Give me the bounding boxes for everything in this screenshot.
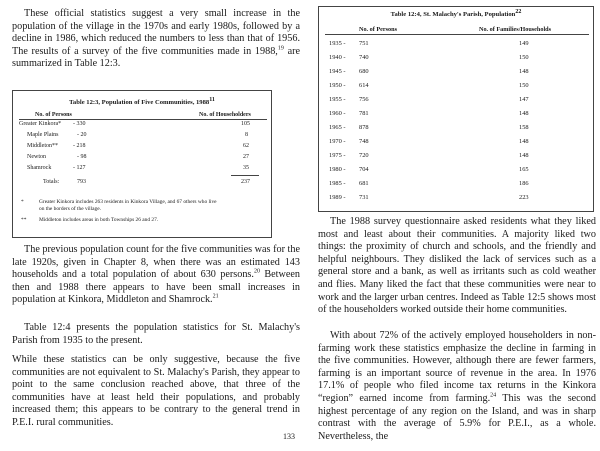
paragraph-previous-count: The previous population count for the five communities was for the late 1920s, given in Chapter 8, when there was an estimated 143 households and a total population of about 630 persons.$^{20}$ Between then and 1988 there appears to have been small increases in population at Kinkora, Middleton and Shamrock.$^{21}$	[12, 244, 300, 306]
sum-rule	[231, 175, 259, 176]
table-row: 1935 - 751 149	[329, 40, 529, 47]
table-footnote: * Greater Kinkora includes 263 residents in Kinkora Village, and 67 others who live	[21, 199, 217, 205]
header-rule	[325, 34, 589, 35]
table-row: 1975 - 720 148	[329, 152, 529, 159]
table-row: Newton - 98 27	[27, 154, 249, 160]
table-row: Maple Plains - 20 8	[27, 132, 248, 138]
column-header-householders: No. of Householders	[199, 112, 251, 118]
table-row: 1965 - 878 158	[329, 124, 529, 131]
table-row: 1940 - 740 150	[329, 54, 529, 61]
table-row: 1985 - 681 186	[329, 180, 529, 187]
paragraph-while: While these statistics can be only suggestive, because the five communities are not equivalent to St. Malachy's Parish, they appear to point to the same conclusion reached above, that three of the communities have at least held their populations, and probably increased them; this appears to be contrary to the general trend in P.E.I. rural communities.	[12, 354, 300, 428]
table-row: Shamrock - 127 35	[27, 165, 249, 171]
column-header-persons: No. of Persons	[359, 26, 397, 33]
table-row: 1955 - 756 147	[329, 96, 529, 103]
column-header-persons: No. of Persons	[35, 112, 72, 118]
paragraph-survey: The 1988 survey questionnaire asked residents what they liked most and least about their communities. A majority liked two things: the proximity of church and schools, and the friendly and helpful neighbours. They disliked the lack of services such as a general store and a bank, as well as irritants such as cold weather and flies. Many liked the fact that these communities were near to work and the larger urban centres. Indeed as Table 12:5 shows most of the householders worked outside their home communities.	[318, 216, 596, 316]
paragraph-table-12-4-intro: Table 12:4 presents the population statistics for St. Malachy's Parish from 1935 to the present.	[12, 322, 300, 346]
table-footnote: ** Middleton includes areas in both Townships 26 and 27.	[21, 217, 159, 223]
table-total-row: Totals: 793 237	[43, 179, 250, 185]
column-header-families: No. of Families/Households	[479, 26, 552, 33]
page-number: 133	[283, 432, 295, 441]
table-row: Greater Kinkora* - 330 105	[19, 121, 250, 127]
table-row: 1945 - 680 148	[329, 68, 529, 75]
table-row: 1960 - 781 148	[329, 110, 529, 117]
footnote-ref: 19	[277, 45, 284, 52]
table-row: 1970 - 748 148	[329, 138, 529, 145]
table-12-4	[318, 6, 594, 212]
table-12-3: Table 12:3, Population of Five Communities, 1988$^{11}$ No. of Persons No. of Householders Greater Kinkora* - 330 105 Maple Plains - 20 8 Middleton** - 218 62 Newton - 98 27 Shamrock - 127 35 Totals: 793 237 * Greater Kinkora includes 263 residents in Kinkora Village, and 67 others who live on the borders of the village. ** Middleton includes areas in both Townships 26 and 27.	[12, 90, 272, 238]
table-caption: Table 12:3, Population of Five Communities, 1988$^{11}$	[69, 96, 215, 106]
table-caption: Table 12:4, St. Malachy's Parish, Population$^{22}$	[390, 8, 522, 18]
table-row: Middleton** - 218 62	[27, 143, 249, 149]
table-row: 1989 - 731 223	[329, 194, 529, 201]
table-row: 1980 - 704 165	[329, 166, 529, 173]
paragraph-employed: With about 72% of the actively employed householders in non-farming work these statistics emphasize the decline in farming in the five communities. However, although there are fewer farmers, farming is an important source of revenue in the area. In 1976 17.1% of people who filed income tax returns in the Kinkora “region” earned income from farming.$^{24}$ This was the second highest percentage of any region on the Island, and was in sharp contrast with the average of 5.9% for P.E.I., as a whole. Nevertheless, the	[318, 330, 596, 442]
paragraph-intro: These official statistics suggest a very small increase in the population of the village in the 1970s and early 1980s, followed by a decline in 1986, which reduced the numbers to less than that of 1956. The results of a survey of the five communities made in 1988,19 are summarized in Table 12:3.	[12, 8, 300, 70]
table-row: 1950 - 614 150	[329, 82, 529, 89]
